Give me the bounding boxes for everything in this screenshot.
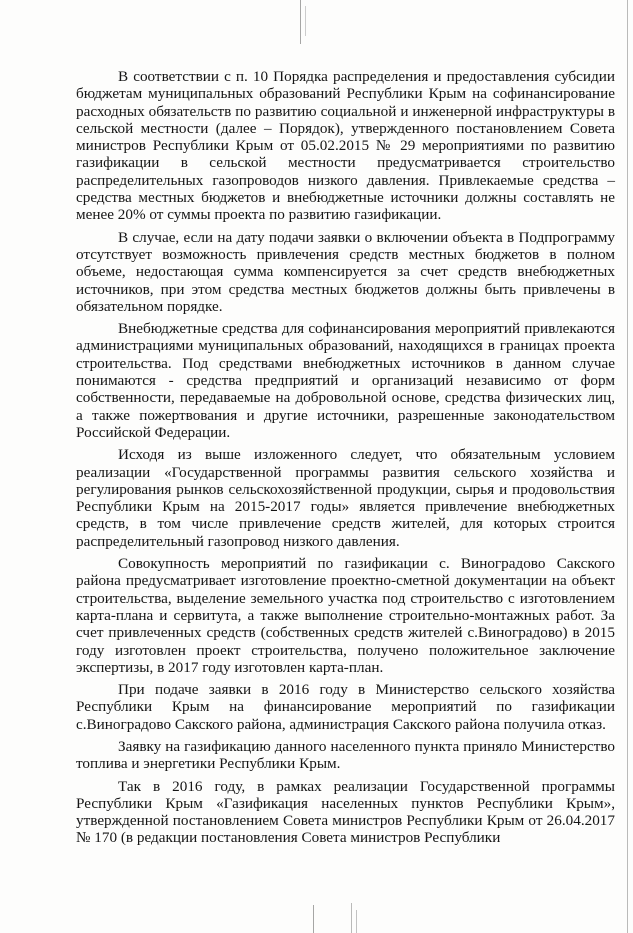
paragraph: При подаче заявки в 2016 году в Министерство сельского хозяйства Республики Крым на финансирование мероприятий по газификации с.Виноградово Сакского района, администрация Сакского района получила отказ. (76, 681, 615, 733)
paragraph: В соответствии с п. 10 Порядка распределения и предоставления субсидии бюджетам муниципальных образований Республики Крым на софинансирование расходных обязательств по развитию социальной и инженерной инфраструктуры в сельской местности (далее – Порядок), утвержденного постановлением Совета министров Республики Крым от 05.02.2015 № 29 мероприятиями по развитию газификации в сельской местности предусматривается строительство распределительных газопроводов низкого давления. Привлекаемые средства – средства местных бюджетов и внебюджетные источники должны составлять не менее 20% от суммы проекта по развитию газификации. (76, 68, 615, 224)
scan-artifact-top-2 (305, 6, 306, 36)
paragraph: Так в 2016 году, в рамках реализации Государственной программы Республики Крым «Газификация населенных пунктов Республики Крым», утвержденной постановлением Совета министров Республики Крым от 26.04.2017 № 170 (в редакции постановления Совета министров Республики (76, 777, 615, 847)
paragraph: Исходя из выше изложенного следует, что обязательным условием реализации «Государственной программы развития сельского хозяйства и регулирования рынков сельскохозяйственной продукции, сырья и продовольствия Республики Крым на 2015-2017 годы» является привлечение внебюджетных средств, в том числе привлечение средств жителей, для которых строится распределительный газопровод низкого давления. (76, 446, 615, 550)
scan-artifact-bottom (313, 905, 314, 933)
scan-artifact-top (300, 0, 301, 44)
scan-artifact-right (627, 0, 628, 933)
document-body (76, 68, 615, 852)
paragraph: Совокупность мероприятий по газификации с. Виноградово Сакского района предусматривает изготовление проектно-сметной документации на объект строительства, выделение земельного участка под строительство с изготовлением карта-плана и сервитута, а также выполнение строительно-монтажных работ. За счет привлеченных средств (собственных средств жителей с.Виноградово) в 2015 году изготовлен проект строительства, получено положительное заключение экспертизы, в 2017 году изготовлен карта-план. (76, 555, 615, 676)
scan-artifact-bottom-3 (356, 910, 357, 933)
paragraph: В случае, если на дату подачи заявки о включении объекта в Подпрограмму отсутствует возможность привлечения средств местных бюджетов в полном объеме, недостающая сумма компенсируется за счет средств внебюджетных источников, при этом средства местных бюджетов должны быть привлечены в обязательном порядке. (76, 228, 615, 315)
paragraph: Внебюджетные средства для софинансирования мероприятий привлекаются администрациями муниципальных образований, находящихся в границах проекта строительства. Под средствами внебюджетных источников в данном случае понимаются - средства предприятий и организаций независимо от форм собственности, передаваемые на добровольной основе, средства физических лиц, а также пожертвования и другие источники, разрешенные законодательством Российской Федерации. (76, 320, 615, 441)
paragraph: Заявку на газификацию данного населенного пункта приняло Министерство топлива и энергетики Республики Крым. (76, 737, 615, 773)
scan-artifact-bottom-2 (351, 903, 352, 933)
